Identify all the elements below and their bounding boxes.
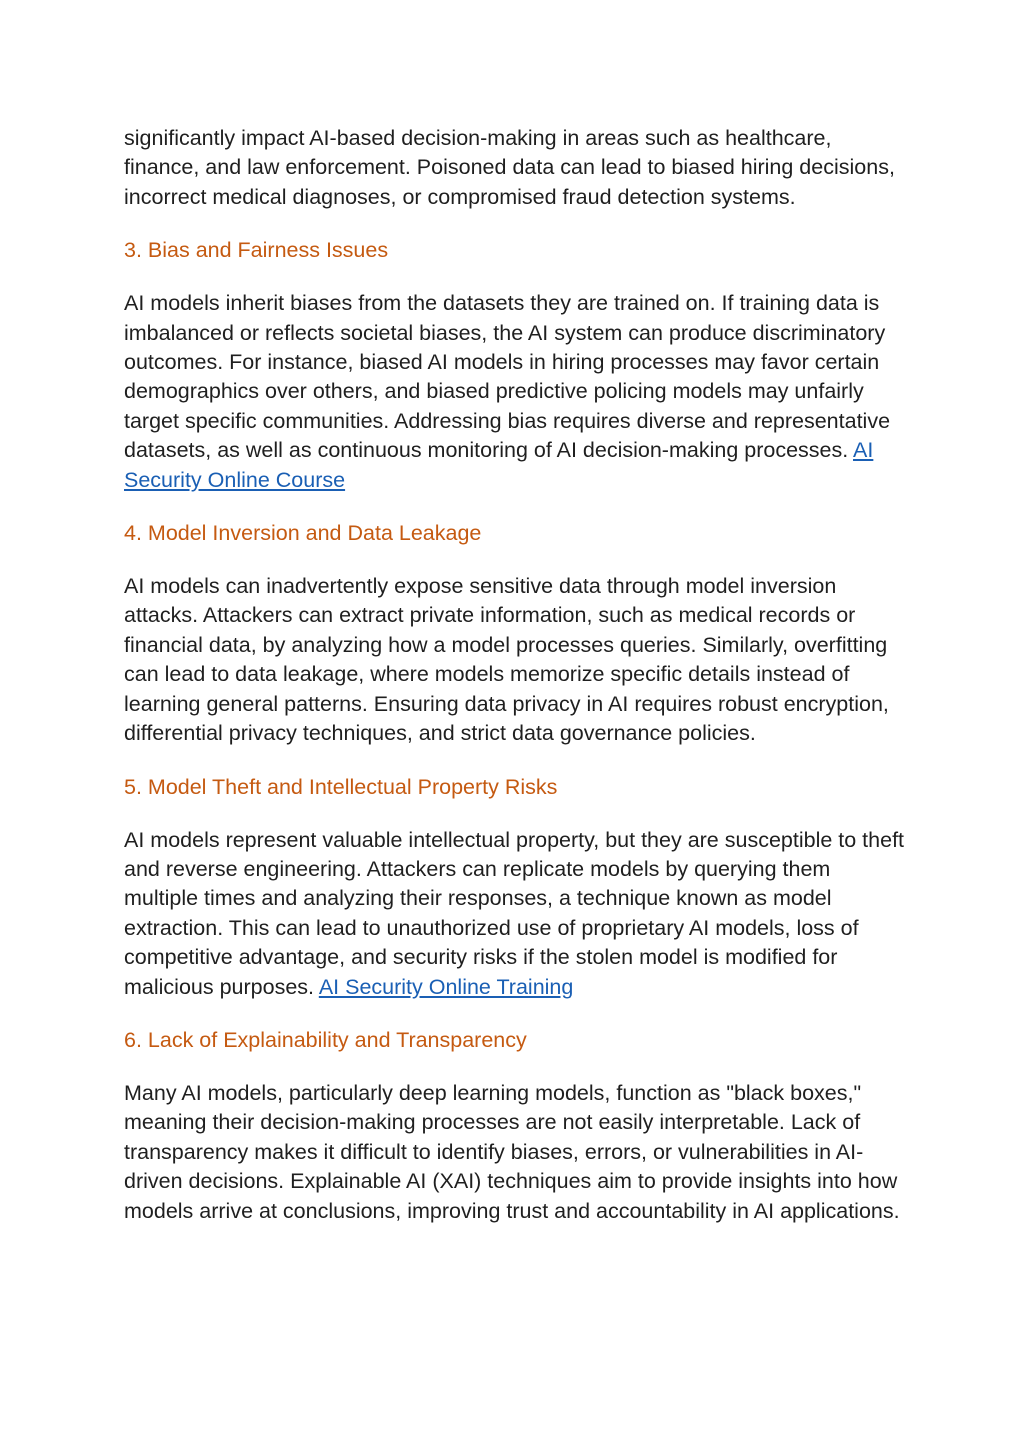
section-body-explainability: Many AI models, particularly deep learning models, function as "black boxes," meaning their decision-making processes are not easily interpretable. Lack of transparency makes it difficult to identify biases, errors, or vulnerabilities in AI-driven decisions. Explainable AI (XAI) techniques aim to provide insights into how models arrive at conclusions, improving trust and accountability in AI applications.: [124, 1080, 900, 1223]
document-page: [124, 124, 904, 1226]
ai-security-online-course-link[interactable]: AI Security Online Course: [124, 438, 874, 492]
section-heading-model-theft: 5. Model Theft and Intellectual Property Risks: [124, 774, 558, 799]
section-body-model-inversion: AI models can inadvertently expose sensitive data through model inversion attacks. Attackers can extract private information, such as medical records or financial data, by analyzing how a model processes queries. Similarly, overfitting can lead to data leakage, where models memorize specific details instead of learning general patterns. Ensuring data privacy in AI requires robust encryption, differential privacy techniques, and strict data governance policies.: [124, 574, 889, 746]
section-body-model-theft: [124, 826, 904, 1002]
intro-paragraph: significantly impact AI-based decision-making in areas such as healthcare, finance, and law enforcement. Poisoned data can lead to biased hiring decisions, incorrect medical diagnoses, or compromised fraud detection systems.: [124, 126, 895, 209]
section-body-bias: [124, 289, 904, 495]
section-text-model-theft: AI models represent valuable intellectual property, but they are susceptible to theft and reverse engineering. Attackers can replicate models by querying them multiple times and analyzing their responses, a technique known as model extraction. This can lead to unauthorized use of proprietary AI models, loss of competitive advantage, and security risks if the stolen model is modified for malicious purposes.: [124, 827, 905, 999]
section-text-bias: AI models inherit biases from the datasets they are trained on. If training data is imbalanced or reflects societal biases, the AI system can produce discriminatory outcomes. For instance, biased AI models in hiring processes may favor certain demographics over others, and biased predictive policing models may unfairly target specific communities. Addressing bias requires diverse and representative datasets, as well as continuous monitoring of AI decision-making processes.: [124, 291, 891, 463]
section-heading-explainability: 6. Lack of Explainability and Transparency: [124, 1027, 527, 1052]
section-heading-model-inversion: 4. Model Inversion and Data Leakage: [124, 521, 482, 546]
section-heading-bias: 3. Bias and Fairness Issues: [124, 238, 389, 263]
ai-security-online-training-link[interactable]: AI Security Online Training: [318, 974, 574, 999]
